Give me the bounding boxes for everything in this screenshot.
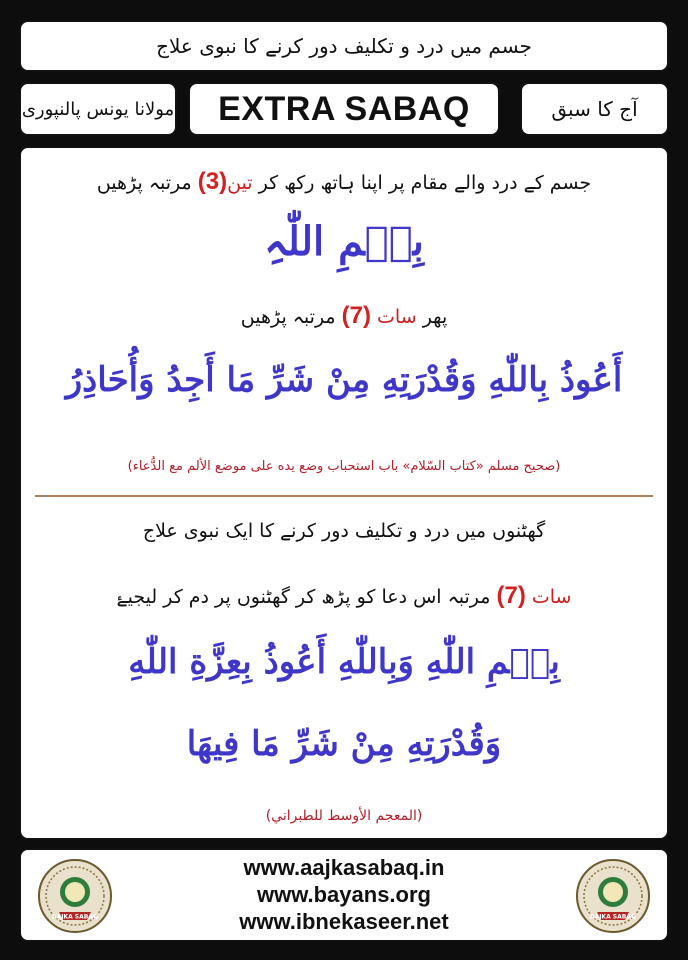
- section2-heading: گھٹنوں میں درد و تکلیف دور کرنے کا ایک نبوی علاج: [142, 520, 546, 542]
- section-divider: [35, 495, 653, 497]
- today-lesson-label: آج کا سبق: [551, 97, 638, 121]
- today-box: [520, 82, 669, 136]
- brand-title: EXTRA SABAQ: [218, 89, 470, 128]
- svg-text:AAJKA SABAQ: AAJKA SABAQ: [589, 913, 637, 921]
- website-list: [21, 854, 667, 935]
- footer: [19, 848, 669, 942]
- author-name: مولانا یونس پالنپوری: [21, 98, 175, 120]
- reference-tabarani: (المعجم الأوسط للطبراني): [265, 808, 423, 824]
- dua-knee-line1: بِسۡمِ اللّٰهِ وَبِاللّٰهِ أَعُوذُ بِعِزَّةِ اللّٰهِ: [128, 642, 560, 682]
- section1-instruction: جسم کے درد والے مقام پر اپنا ہاتھ رکھ کر تین(3) مرتبہ پڑھیں: [96, 168, 592, 195]
- svg-text:AAJKA SABAQ: AAJKA SABAQ: [51, 913, 99, 921]
- website-link[interactable]: www.ibnekaseer.net: [239, 909, 449, 934]
- author-box: [19, 82, 177, 136]
- brand-box: [188, 82, 500, 136]
- website-link[interactable]: www.bayans.org: [256, 882, 431, 907]
- section1-then-instruction: پھر سات (7) مرتبہ پڑھیں: [240, 302, 448, 329]
- dua-pain: أَعُوذُ بِاللّٰهِ وَقُدْرَتِهِ مِنْ شَرِّ مَا أَجِدُ وَأُحَاذِرُ: [65, 360, 623, 400]
- dua-knee-line2: وَقُدْرَتِهِ مِنْ شَرِّ مَا فِيهَا: [186, 724, 502, 764]
- aajka-sabaq-seal-icon: [575, 858, 651, 934]
- bismillah: بِسۡمِ اللّٰہِ: [264, 218, 424, 265]
- page-title: جسم میں درد و تکلیف دور کرنے کا نبوی علاج: [156, 34, 532, 58]
- website-link[interactable]: www.aajkasabaq.in: [243, 855, 445, 880]
- title-box: [19, 20, 669, 72]
- main-content: [19, 146, 669, 840]
- reference-muslim: (صحیح مسلم «كتاب السّلام» باب استحباب وضع يده على موضع الألم مع الدُّعاء): [127, 459, 561, 474]
- section2-instruction: سات (7) مرتبہ اس دعا کو پڑھ کر گھٹنوں پر دم کر لیجیۓ: [116, 582, 572, 609]
